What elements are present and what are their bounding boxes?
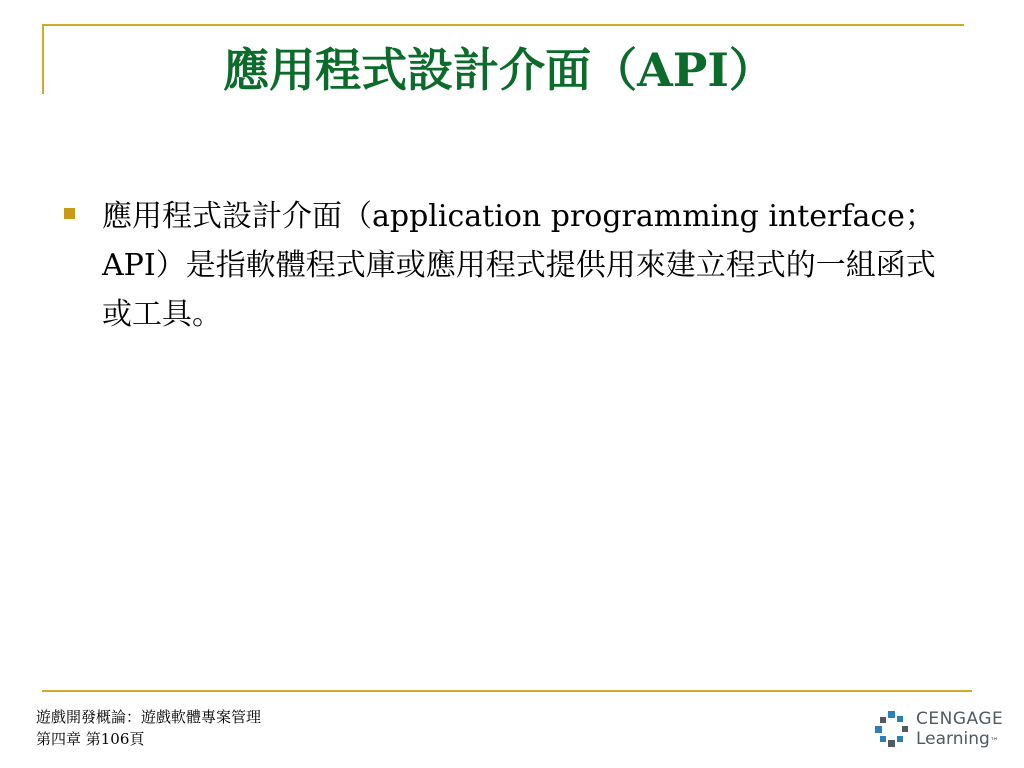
bullet-text: 應用程式設計介面（application programming interface；API）是指軟體程式庫或應用程式提供用來建立程式的一組函式或工具。 [102, 199, 936, 332]
logo-sub [916, 729, 1003, 752]
cengage-logo-icon [872, 709, 912, 749]
trademark-symbol: ™ [989, 737, 999, 747]
logo-name: CENGAGE [916, 709, 1004, 729]
slide-title: 應用程式設計介面（API） [223, 43, 775, 97]
footer-text [36, 706, 261, 750]
top-frame-line [42, 24, 964, 26]
bullet-item [64, 192, 944, 339]
logo-sub-text: Learning [916, 729, 990, 749]
cengage-learning-logo [872, 707, 1017, 755]
footer-divider [42, 690, 972, 692]
square-bullet-icon [64, 208, 75, 219]
footer-chapter-page: 第四章 第106頁 [36, 730, 145, 748]
footer-course-title: 遊戲開發概論：遊戲軟體專案管理 [36, 708, 262, 726]
